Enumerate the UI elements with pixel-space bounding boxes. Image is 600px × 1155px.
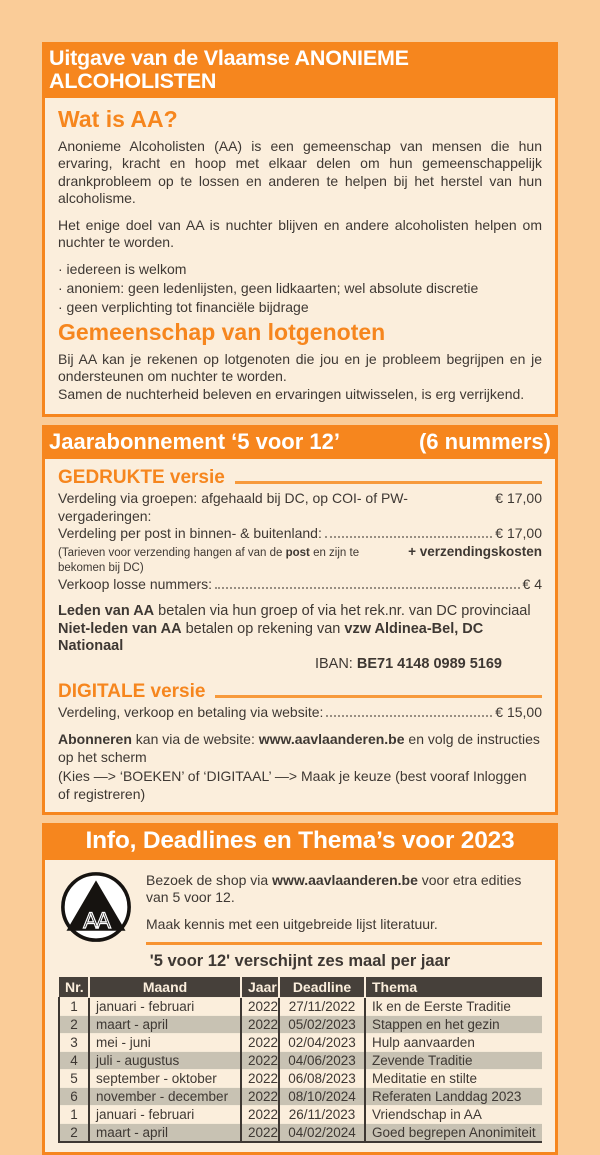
cell-maand: maart - april [89, 1016, 241, 1034]
shop-line [146, 872, 542, 907]
price-value: € 4 [522, 575, 542, 592]
note-text: en zijn te bekomen bij DC) [58, 546, 360, 574]
spacer [42, 815, 558, 823]
cell-thema: Stappen en het gezin [365, 1016, 542, 1034]
info-divider-rule [146, 942, 542, 945]
aa-logo-icon [60, 871, 132, 943]
info-text-block [146, 869, 542, 946]
dot-leader [326, 715, 492, 717]
cell-thema: Ik en de Eerste Traditie [365, 998, 542, 1016]
printed-version-heading [58, 468, 542, 487]
cell-maand: juli - augustus [89, 1052, 241, 1070]
nonmembers-payment-line [58, 621, 542, 656]
cell-maand: november - december [89, 1088, 241, 1106]
spacer [42, 417, 558, 425]
subscribe-text: kan via de website: [131, 731, 259, 748]
printed-version-label: GEDRUKTE versie [58, 467, 225, 489]
cell-jaar: 2022 [241, 1016, 279, 1034]
price-row-groepen [58, 490, 542, 525]
shipping-extra-label: + verzendingskosten [408, 543, 542, 559]
vzw-label: vzw Aldinea-Bel, DC Nationaal [58, 620, 484, 655]
cell-maand: januari - februari [89, 998, 241, 1016]
cell-nr: 5 [59, 1070, 89, 1088]
cell-nr: 4 [59, 1052, 89, 1070]
cell-deadline: 04/02/2024 [279, 1124, 365, 1143]
page-content [42, 0, 558, 1155]
table-row [59, 998, 542, 1016]
cell-deadline: 08/10/2024 [279, 1088, 365, 1106]
info-panel [42, 860, 558, 1155]
schedule-header-row [59, 977, 542, 998]
cell-jaar: 2022 [241, 1052, 279, 1070]
shipping-note [58, 546, 408, 576]
subscription-bar-suffix: (6 nummers) [418, 429, 551, 455]
dot-leader [215, 587, 519, 589]
lotgenoten-paragraph-2: Samen de nuchterheid beleven en ervaringen uitwisselen, is erg verrijkend. [58, 385, 525, 402]
schedule-table [58, 977, 542, 1143]
table-row [59, 1088, 542, 1106]
aa-logo-text: AA [83, 907, 109, 933]
cell-jaar: 2022 [241, 1070, 279, 1088]
bullet-item: · geen verplichting tot financiële bijdrage [58, 299, 309, 316]
cell-nr: 1 [59, 998, 89, 1016]
cell-jaar: 2022 [241, 1088, 279, 1106]
price-row-post [58, 525, 542, 543]
nonmembers-text: betalen op rekening van [181, 620, 345, 637]
bullet-item: · iedereen is welkom [58, 261, 187, 278]
iban-label: IBAN: [314, 656, 357, 673]
price-value: € 15,00 [495, 703, 542, 720]
cell-nr: 1 [59, 1106, 89, 1124]
table-row [59, 1070, 542, 1088]
members-text: betalen via hun groep of via het rek.nr. van DC provinciaal [154, 603, 531, 619]
subscription-bar-title: Jaarabonnement ‘5 voor 12’ [49, 429, 340, 455]
table-row [59, 1016, 542, 1034]
schedule-caption: '5 voor 12' verschijnt zes maal per jaar [149, 952, 451, 971]
intro-paragraph-2: Het enige doel van AA is nuchter blijven en andere alcoholisten helpen om nuchter te worden. [58, 216, 542, 250]
heading-rule [215, 695, 542, 698]
website-url: www.aavlaanderen.be [258, 731, 405, 748]
cell-nr: 3 [59, 1034, 89, 1052]
note-text: (Tarieven voor verzending hangen af van de [58, 546, 286, 559]
price-value: € 17,00 [495, 490, 542, 507]
subscribe-line-2: (Kies —> ‘BOEKEN’ of ‘DIGITAAL’ —> Maak je keuze (best vooraf Inloggen of registreren) [58, 767, 527, 802]
cell-thema: Vriendschap in AA [365, 1106, 542, 1124]
masthead-title: Uitgave van de Vlaamse ANONIEME ALCOHOLISTEN [42, 42, 558, 98]
literature-line: Maak kennis met een uitgebreide lijst literatuur. [146, 915, 438, 932]
subscribe-text: en volg de instructies op het scherm [58, 731, 540, 766]
cell-nr: 6 [59, 1088, 89, 1106]
price-row-website [58, 704, 542, 722]
shipping-note-row [58, 543, 542, 576]
iban-number: BE71 4148 0989 5169 [356, 656, 502, 673]
nonmembers-label: Niet-leden van AA [58, 620, 182, 637]
members-payment-line [58, 603, 542, 621]
table-row [59, 1124, 542, 1143]
heading-rule [235, 481, 542, 484]
subscribe-instructions [58, 730, 542, 803]
table-row [59, 1052, 542, 1070]
cell-jaar: 2022 [241, 1124, 279, 1143]
price-label: Verdeling via groepen: afgehaald bij DC, op COI- of PW-vergaderingen: [58, 490, 408, 524]
intro-panel [42, 98, 558, 417]
price-value: € 17,00 [495, 525, 542, 542]
cell-maand: september - oktober [89, 1070, 241, 1088]
lotgenoten-heading: Gemeenschap van lotgenoten [58, 318, 386, 345]
info-top-row [58, 869, 542, 946]
cell-nr: 2 [59, 1016, 89, 1034]
subscribe-label: Abonneren [58, 731, 132, 748]
lotgenoten-paragraph: Bij AA kan je rekenen op lotgenoten die jou en je probleem begrijpen en je ondersteunen om nuchter te worden. [58, 350, 542, 385]
members-label: Leden van AA [58, 603, 155, 619]
cell-jaar: 2022 [241, 1106, 279, 1124]
note-bold: post [285, 546, 310, 559]
payment-info [58, 603, 542, 674]
price-row-losse-nummers [58, 576, 542, 594]
col-header-deadline: Deadline [279, 977, 365, 998]
info-bar-title: Info, Deadlines en Thema’s voor 2023 [42, 823, 558, 860]
cell-deadline: 02/04/2023 [279, 1034, 365, 1052]
cell-deadline: 04/06/2023 [279, 1052, 365, 1070]
col-header-jaar: Jaar [241, 977, 279, 998]
subscription-bar [42, 425, 558, 459]
dot-leader [325, 536, 492, 538]
cell-deadline: 26/11/2023 [279, 1106, 365, 1124]
cell-thema: Hulp aanvaarden [365, 1034, 542, 1052]
cell-nr: 2 [59, 1124, 89, 1143]
intro-paragraph-1: Anonieme Alcoholisten (AA) is een gemeenschap van mensen die hun ervaring, kracht en hoop met elkaar delen om hun gemeenschappelijk drankprobleem op te lossen en anderen te helpen bij het herstel van hun alcoholisme. [58, 138, 542, 207]
shop-text: Bezoek de shop via [146, 871, 273, 888]
cell-jaar: 2022 [241, 998, 279, 1016]
col-header-nr: Nr. [59, 977, 89, 998]
price-label: Verkoop losse nummers: [58, 575, 213, 592]
iban-line [58, 656, 542, 674]
cell-maand: januari - februari [89, 1106, 241, 1124]
cell-thema: Referaten Landdag 2023 [365, 1088, 542, 1106]
digital-version-label: DIGITALE versie [58, 680, 206, 702]
col-header-thema: Thema [365, 977, 542, 998]
subscribe-line-1 [58, 730, 542, 766]
cell-thema: Goed begrepen Anonimiteit [365, 1124, 542, 1143]
shop-text: voor etra edities van 5 voor 12. [146, 871, 522, 906]
price-label: Verdeling, verkoop en betaling via website: [58, 703, 324, 720]
digital-version-heading [58, 682, 542, 701]
cell-deadline: 27/11/2022 [279, 998, 365, 1016]
cell-thema: Meditatie en stilte [365, 1070, 542, 1088]
cell-maand: maart - april [89, 1124, 241, 1143]
cell-deadline: 06/08/2023 [279, 1070, 365, 1088]
cell-thema: Zevende Traditie [365, 1052, 542, 1070]
cell-maand: mei - juni [89, 1034, 241, 1052]
price-label: Verdeling per post in binnen- & buitenland: [58, 525, 322, 542]
cell-jaar: 2022 [241, 1034, 279, 1052]
subscription-panel [42, 459, 558, 815]
bullet-item: · anoniem: geen ledenlijsten, geen lidkaarten; wel absolute discretie [58, 280, 479, 297]
cell-deadline: 05/02/2023 [279, 1016, 365, 1034]
table-row [59, 1034, 542, 1052]
intro-bullet-list [58, 260, 542, 317]
intro-heading: Wat is AA? [58, 106, 178, 133]
table-row [59, 1106, 542, 1124]
shop-url: www.aavlaanderen.be [272, 871, 418, 888]
col-header-maand: Maand [89, 977, 241, 998]
